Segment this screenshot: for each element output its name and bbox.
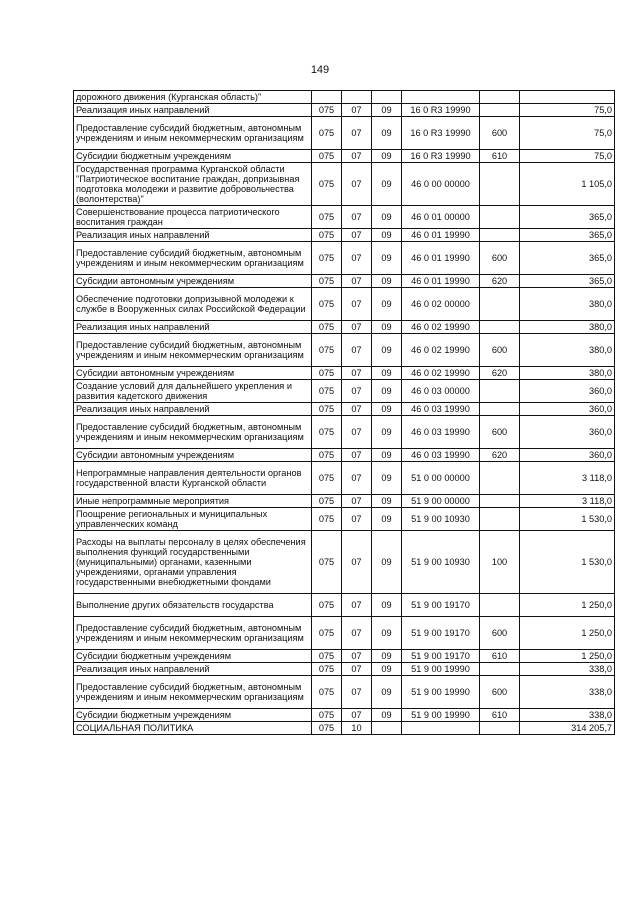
target-article-cell: 51 9 00 00000	[402, 495, 480, 508]
table-row	[74, 163, 615, 206]
table-row	[74, 617, 615, 650]
expense-name-cell: Субсидии бюджетным учреждениям	[74, 150, 312, 163]
expense-type-cell	[480, 462, 520, 495]
amount-cell: 360,0	[520, 403, 615, 416]
target-article-cell: 51 0 00 00000	[402, 462, 480, 495]
amount-cell: 338,0	[520, 663, 615, 676]
amount-cell: 1 250,0	[520, 594, 615, 617]
section-code-cell: 07	[342, 531, 372, 594]
subsection-code-cell: 09	[372, 380, 402, 403]
amount-cell: 1 530,0	[520, 508, 615, 531]
amount-cell: 1 530,0	[520, 531, 615, 594]
section-code-cell: 07	[342, 104, 372, 117]
department-code-cell: 075	[312, 367, 342, 380]
expense-name-cell: СОЦИАЛЬНАЯ ПОЛИТИКА	[74, 722, 312, 735]
department-code-cell: 075	[312, 462, 342, 495]
target-article-cell: 46 0 02 19990	[402, 367, 480, 380]
expense-name-cell: Обеспечение подготовки допризывной молодежи к службе в Вооруженных силах Российской Федерации	[74, 288, 312, 321]
subsection-code-cell: 09	[372, 288, 402, 321]
subsection-code-cell	[372, 91, 402, 104]
subsection-code-cell: 09	[372, 334, 402, 367]
expense-name-cell: Субсидии автономным учреждениям	[74, 449, 312, 462]
expense-type-cell: 620	[480, 275, 520, 288]
target-article-cell: 46 0 03 19990	[402, 416, 480, 449]
expense-type-cell: 100	[480, 531, 520, 594]
amount-cell: 3 118,0	[520, 462, 615, 495]
expense-name-cell: Субсидии бюджетным учреждениям	[74, 709, 312, 722]
expense-name-cell: Совершенствование процесса патриотического воспитания граждан	[74, 206, 312, 229]
section-code-cell: 07	[342, 117, 372, 150]
table-row	[74, 676, 615, 709]
expense-name-cell: Реализация иных направлений	[74, 663, 312, 676]
section-code-cell: 07	[342, 367, 372, 380]
table-row	[74, 650, 615, 663]
expense-type-cell: 600	[480, 617, 520, 650]
table-row	[74, 462, 615, 495]
expense-name-cell: Реализация иных направлений	[74, 321, 312, 334]
expense-type-cell	[480, 508, 520, 531]
section-code-cell: 07	[342, 380, 372, 403]
table-row	[74, 594, 615, 617]
subsection-code-cell: 09	[372, 163, 402, 206]
expense-type-cell	[480, 594, 520, 617]
expense-type-cell: 610	[480, 709, 520, 722]
section-code-cell: 07	[342, 275, 372, 288]
expense-type-cell	[480, 104, 520, 117]
table-row	[74, 275, 615, 288]
section-code-cell: 07	[342, 508, 372, 531]
expense-name-cell: Выполнение других обязательств государства	[74, 594, 312, 617]
target-article-cell: 51 9 00 19990	[402, 709, 480, 722]
expense-type-cell	[480, 91, 520, 104]
department-code-cell: 075	[312, 508, 342, 531]
expense-type-cell	[480, 722, 520, 735]
target-article-cell: 46 0 03 00000	[402, 380, 480, 403]
section-code-cell: 07	[342, 163, 372, 206]
section-code-cell: 07	[342, 663, 372, 676]
section-code-cell: 07	[342, 676, 372, 709]
amount-cell: 338,0	[520, 709, 615, 722]
amount-cell: 360,0	[520, 380, 615, 403]
department-code-cell: 075	[312, 321, 342, 334]
section-code-cell: 07	[342, 416, 372, 449]
expense-type-cell: 600	[480, 416, 520, 449]
department-code-cell: 075	[312, 650, 342, 663]
department-code-cell: 075	[312, 163, 342, 206]
section-code-cell: 07	[342, 594, 372, 617]
target-article-cell: 46 0 03 19990	[402, 449, 480, 462]
subsection-code-cell: 09	[372, 462, 402, 495]
department-code-cell: 075	[312, 334, 342, 367]
expense-name-cell: Реализация иных направлений	[74, 104, 312, 117]
amount-cell: 75,0	[520, 117, 615, 150]
subsection-code-cell: 09	[372, 594, 402, 617]
department-code-cell: 075	[312, 663, 342, 676]
department-code-cell	[312, 91, 342, 104]
table-row	[74, 449, 615, 462]
target-article-cell: 16 0 R3 19990	[402, 150, 480, 163]
department-code-cell: 075	[312, 709, 342, 722]
subsection-code-cell	[372, 722, 402, 735]
expense-name-cell: Субсидии автономным учреждениям	[74, 367, 312, 380]
subsection-code-cell: 09	[372, 663, 402, 676]
table-row	[74, 722, 615, 735]
table-row	[74, 334, 615, 367]
amount-cell: 1 250,0	[520, 617, 615, 650]
expense-name-cell: Непрограммные направления деятельности органов государственной власти Курганской области	[74, 462, 312, 495]
department-code-cell: 075	[312, 617, 342, 650]
expense-name-cell: Поощрение региональных и муниципальных управленческих команд	[74, 508, 312, 531]
target-article-cell: 16 0 R3 19990	[402, 117, 480, 150]
amount-cell: 365,0	[520, 242, 615, 275]
target-article-cell: 51 9 00 19170	[402, 594, 480, 617]
amount-cell: 365,0	[520, 275, 615, 288]
amount-cell: 338,0	[520, 676, 615, 709]
table-row	[74, 206, 615, 229]
expense-name-cell: Предоставление субсидий бюджетным, автономным учреждениям и иным некоммерческим организациям	[74, 334, 312, 367]
subsection-code-cell: 09	[372, 242, 402, 275]
amount-cell: 1 105,0	[520, 163, 615, 206]
expense-type-cell	[480, 380, 520, 403]
subsection-code-cell: 09	[372, 650, 402, 663]
department-code-cell: 075	[312, 150, 342, 163]
amount-cell: 380,0	[520, 288, 615, 321]
table-row	[74, 288, 615, 321]
expense-type-cell: 620	[480, 449, 520, 462]
subsection-code-cell: 09	[372, 676, 402, 709]
expense-name-cell: Предоставление субсидий бюджетным, автономным учреждениям и иным некоммерческим организациям	[74, 117, 312, 150]
target-article-cell: 46 0 03 19990	[402, 403, 480, 416]
department-code-cell: 075	[312, 380, 342, 403]
department-code-cell: 075	[312, 722, 342, 735]
expense-name-cell: Субсидии бюджетным учреждениям	[74, 650, 312, 663]
subsection-code-cell: 09	[372, 416, 402, 449]
expense-type-cell	[480, 206, 520, 229]
target-article-cell: 46 0 01 19990	[402, 229, 480, 242]
amount-cell: 365,0	[520, 229, 615, 242]
expense-type-cell: 610	[480, 150, 520, 163]
department-code-cell: 075	[312, 495, 342, 508]
section-code-cell: 07	[342, 150, 372, 163]
table-row	[74, 416, 615, 449]
target-article-cell: 16 0 R3 19990	[402, 104, 480, 117]
table-row	[74, 150, 615, 163]
expense-type-cell	[480, 229, 520, 242]
target-article-cell: 46 0 02 19990	[402, 321, 480, 334]
department-code-cell: 075	[312, 242, 342, 275]
expense-name-cell: Иные непрограммные мероприятия	[74, 495, 312, 508]
department-code-cell: 075	[312, 104, 342, 117]
expense-type-cell: 610	[480, 650, 520, 663]
amount-cell: 380,0	[520, 321, 615, 334]
target-article-cell	[402, 91, 480, 104]
target-article-cell: 51 9 00 10930	[402, 531, 480, 594]
section-code-cell: 07	[342, 462, 372, 495]
department-code-cell: 075	[312, 594, 342, 617]
table-row	[74, 104, 615, 117]
target-article-cell: 51 9 00 10930	[402, 508, 480, 531]
department-code-cell: 075	[312, 676, 342, 709]
table-row	[74, 709, 615, 722]
subsection-code-cell: 09	[372, 449, 402, 462]
table-row	[74, 321, 615, 334]
target-article-cell: 51 9 00 19990	[402, 676, 480, 709]
section-code-cell: 07	[342, 449, 372, 462]
subsection-code-cell: 09	[372, 321, 402, 334]
amount-cell: 314 205,7	[520, 722, 615, 735]
subsection-code-cell: 09	[372, 709, 402, 722]
table-row	[74, 380, 615, 403]
expense-name-cell: Предоставление субсидий бюджетным, автономным учреждениям и иным некоммерческим организациям	[74, 416, 312, 449]
department-code-cell: 075	[312, 403, 342, 416]
amount-cell: 75,0	[520, 150, 615, 163]
subsection-code-cell: 09	[372, 275, 402, 288]
expense-type-cell	[480, 163, 520, 206]
expense-type-cell: 600	[480, 117, 520, 150]
amount-cell: 380,0	[520, 367, 615, 380]
amount-cell: 360,0	[520, 449, 615, 462]
section-code-cell: 07	[342, 403, 372, 416]
amount-cell	[520, 91, 615, 104]
subsection-code-cell: 09	[372, 206, 402, 229]
target-article-cell: 46 0 02 00000	[402, 288, 480, 321]
budget-table-body	[74, 91, 615, 735]
section-code-cell: 10	[342, 722, 372, 735]
expense-name-cell: Реализация иных направлений	[74, 229, 312, 242]
expense-type-cell	[480, 663, 520, 676]
section-code-cell	[342, 91, 372, 104]
subsection-code-cell: 09	[372, 617, 402, 650]
table-row	[74, 508, 615, 531]
expense-type-cell: 600	[480, 676, 520, 709]
amount-cell: 1 250,0	[520, 650, 615, 663]
subsection-code-cell: 09	[372, 508, 402, 531]
amount-cell: 360,0	[520, 416, 615, 449]
table-row	[74, 495, 615, 508]
expense-name-cell: Предоставление субсидий бюджетным, автономным учреждениям и иным некоммерческим организациям	[74, 676, 312, 709]
subsection-code-cell: 09	[372, 367, 402, 380]
target-article-cell: 46 0 01 19990	[402, 275, 480, 288]
target-article-cell: 46 0 01 19990	[402, 242, 480, 275]
expense-type-cell: 600	[480, 334, 520, 367]
target-article-cell: 46 0 01 00000	[402, 206, 480, 229]
section-code-cell: 07	[342, 242, 372, 275]
table-row	[74, 663, 615, 676]
target-article-cell: 51 9 00 19990	[402, 663, 480, 676]
expense-type-cell: 600	[480, 242, 520, 275]
target-article-cell: 46 0 00 00000	[402, 163, 480, 206]
target-article-cell: 51 9 00 19170	[402, 617, 480, 650]
expense-type-cell: 620	[480, 367, 520, 380]
section-code-cell: 07	[342, 229, 372, 242]
expense-type-cell	[480, 495, 520, 508]
expense-name-cell: Реализация иных направлений	[74, 403, 312, 416]
subsection-code-cell: 09	[372, 531, 402, 594]
table-row	[74, 91, 615, 104]
section-code-cell: 07	[342, 495, 372, 508]
department-code-cell: 075	[312, 275, 342, 288]
expense-name-cell: Расходы на выплаты персоналу в целях обеспечения выполнения функций государственными (муниципальными) органами, казенными учреждениями, органами управления государственными внебюджетными фондами	[74, 531, 312, 594]
section-code-cell: 07	[342, 334, 372, 367]
department-code-cell: 075	[312, 449, 342, 462]
section-code-cell: 07	[342, 288, 372, 321]
section-code-cell: 07	[342, 617, 372, 650]
section-code-cell: 07	[342, 650, 372, 663]
expense-name-cell: Создание условий для дальнейшего укрепления и развития кадетского движения	[74, 380, 312, 403]
expense-name-cell: дорожного движения (Курганская область)"	[74, 91, 312, 104]
subsection-code-cell: 09	[372, 150, 402, 163]
expense-type-cell	[480, 288, 520, 321]
target-article-cell: 46 0 02 19990	[402, 334, 480, 367]
amount-cell: 75,0	[520, 104, 615, 117]
target-article-cell	[402, 722, 480, 735]
subsection-code-cell: 09	[372, 229, 402, 242]
department-code-cell: 075	[312, 416, 342, 449]
table-row	[74, 117, 615, 150]
department-code-cell: 075	[312, 229, 342, 242]
amount-cell: 365,0	[520, 206, 615, 229]
table-row	[74, 229, 615, 242]
expense-name-cell: Предоставление субсидий бюджетным, автономным учреждениям и иным некоммерческим организациям	[74, 242, 312, 275]
expense-type-cell	[480, 403, 520, 416]
expense-name-cell: Государственная программа Курганской области "Патриотическое воспитание граждан, допризывная подготовка молодежи и развитие добровольчества (волонтерства)"	[74, 163, 312, 206]
subsection-code-cell: 09	[372, 104, 402, 117]
department-code-cell: 075	[312, 206, 342, 229]
expense-name-cell: Предоставление субсидий бюджетным, автономным учреждениям и иным некоммерческим организациям	[74, 617, 312, 650]
table-row	[74, 367, 615, 380]
subsection-code-cell: 09	[372, 117, 402, 150]
section-code-cell: 07	[342, 321, 372, 334]
department-code-cell: 075	[312, 117, 342, 150]
section-code-cell: 07	[342, 206, 372, 229]
budget-table	[73, 90, 615, 735]
section-code-cell: 07	[342, 709, 372, 722]
subsection-code-cell: 09	[372, 403, 402, 416]
table-row	[74, 531, 615, 594]
expense-name-cell: Субсидии автономным учреждениям	[74, 275, 312, 288]
page-number: 149	[310, 64, 330, 76]
amount-cell: 3 118,0	[520, 495, 615, 508]
table-row	[74, 242, 615, 275]
target-article-cell: 51 9 00 19170	[402, 650, 480, 663]
department-code-cell: 075	[312, 288, 342, 321]
expense-type-cell	[480, 321, 520, 334]
amount-cell: 380,0	[520, 334, 615, 367]
department-code-cell: 075	[312, 531, 342, 594]
subsection-code-cell: 09	[372, 495, 402, 508]
table-row	[74, 403, 615, 416]
